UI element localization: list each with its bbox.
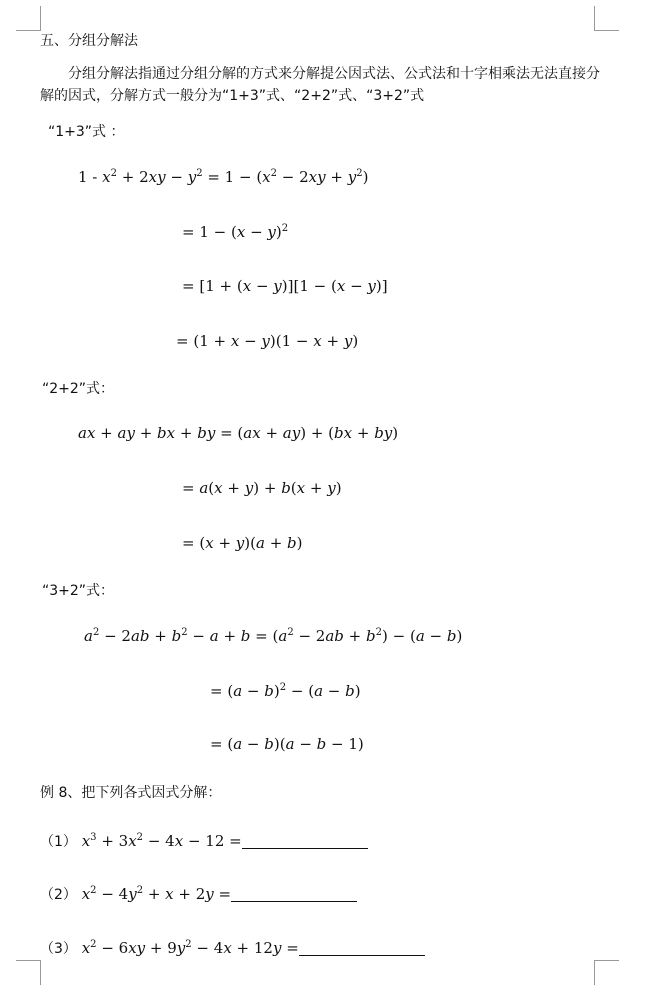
eq-32-line3: = (a − b)(a − b − 1) bbox=[210, 735, 364, 753]
answer-blank[interactable] bbox=[242, 834, 368, 849]
page-corner-mark bbox=[594, 960, 619, 985]
question-1: （1） $x^3 + 3x^2 - 4x - 12$ = bbox=[40, 831, 368, 852]
eq-32-line1: $a^2 - 2ab + b^2 - a + b = (a^2 - 2ab + b^2) - (a - b)$ bbox=[84, 627, 463, 645]
label-1-3: “1+3”式 ： bbox=[48, 124, 125, 140]
question-3: （3） $x^2 - 6xy + 9y^2 - 4x + 12y$ = bbox=[40, 938, 425, 959]
answer-blank[interactable] bbox=[299, 941, 425, 956]
page-corner-mark bbox=[16, 960, 41, 985]
eq-22-line2: = a(x + y) + b(x + y) bbox=[182, 479, 342, 497]
label-2-2: “2+2”式： bbox=[42, 381, 115, 397]
eq-13-line1: $1 - x^2 + 2xy - y^2 = 1 - (x^2 - 2xy + y^2)$ bbox=[78, 168, 369, 186]
question-number: （2） bbox=[40, 887, 77, 903]
eq-32-line2: = $(a - b)^2 - (a - b)$ bbox=[210, 682, 361, 700]
eq-22-line3: = (x + y)(a + b) bbox=[182, 534, 303, 552]
answer-blank[interactable] bbox=[231, 887, 357, 902]
example-title: 例 8、把下列各式因式分解： bbox=[40, 785, 222, 801]
page-corner-mark bbox=[594, 6, 619, 31]
section-title: 五、分组分解法 bbox=[40, 33, 138, 49]
question-2: （2） $x^2 - 4y^2 + x + 2y$ = bbox=[40, 884, 357, 905]
label-3-2: “3+2”式： bbox=[42, 583, 115, 599]
question-number: （1） bbox=[40, 834, 77, 850]
eq-22-line1: ax + ay + bx + by = (ax + ay) + (bx + by) bbox=[78, 424, 399, 442]
eq-13-line3: = [1 + (x − y)][1 − (x − y)] bbox=[182, 277, 388, 295]
intro-paragraph: 分组分解法指通过分组分解的方式来分解提公因式法、公式法和十字相乘法无法直接分解的因式，分解方式一般分为“1+3”式、“2+2”式、“3+2”式 bbox=[40, 66, 600, 104]
page-corner-mark bbox=[16, 6, 41, 31]
eq-13-line2: = $1 - (x - y)^2$ bbox=[182, 223, 289, 241]
eq-13-line4: = (1 + x − y)(1 − x + y) bbox=[176, 332, 359, 350]
question-number: （3） bbox=[40, 941, 77, 957]
